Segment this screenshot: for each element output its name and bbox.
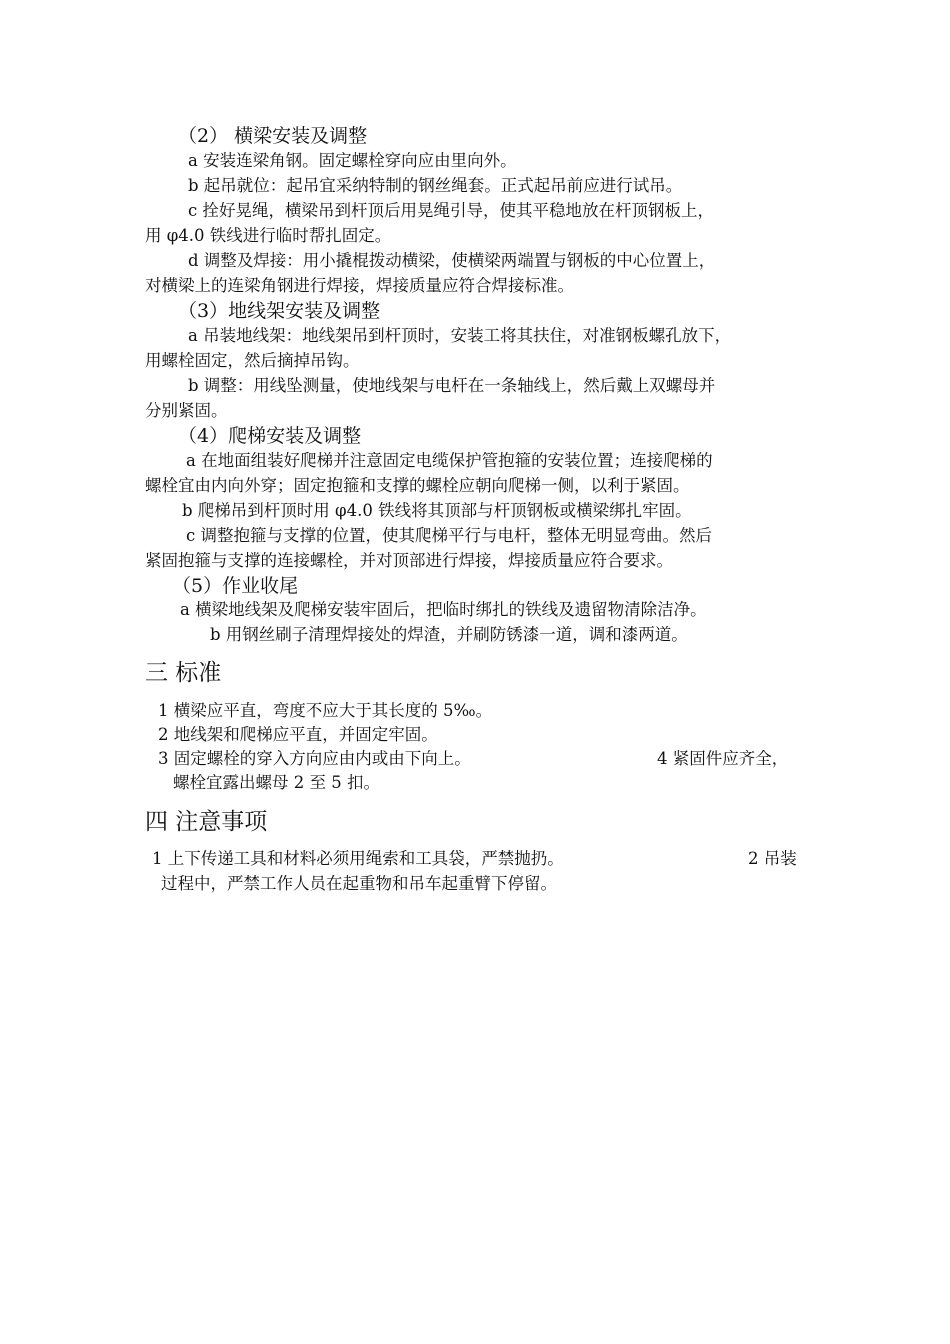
standards-item-1: 1 横梁应平直，弯度不应大于其长度的 5‰。 xyxy=(158,701,493,720)
section-4-heading: （4）爬梯安装及调整 xyxy=(178,425,362,447)
section-3-heading: （3）地线架安装及调整 xyxy=(178,300,381,322)
standards-item-2: 2 地线架和爬梯应平直，并固定牢固。 xyxy=(158,725,438,744)
notes-item-2-part2: 过程中，严禁工作人员在起重物和吊车起重臂下停留。 xyxy=(161,874,557,893)
section-5-item-b: b 用钢丝刷子清理焊接处的焊渣，并刷防锈漆一道，调和漆两道。 xyxy=(210,625,688,644)
section-3-item-b-line2: 分别紧固。 xyxy=(145,401,228,420)
section-3-item-b-line1: b 调整：用线坠测量，使地线架与电杆在一条轴线上，然后戴上双螺母并 xyxy=(188,376,716,395)
section-5-heading: （5）作业收尾 xyxy=(172,575,299,597)
standards-item-4-part2: 螺栓宜露出螺母 2 至 5 扣。 xyxy=(173,773,380,792)
notes-item-2-part1: 2 吊装 xyxy=(748,849,797,868)
notes-title: 四 注意事项 xyxy=(145,809,268,835)
standards-item-3: 3 固定螺栓的穿入方向应由内或由下向上。 xyxy=(158,749,471,768)
section-3-item-a-line1: a 吊装地线架：地线架吊到杆顶时，安装工将其扶住，对准钢板螺孔放下， xyxy=(188,326,732,345)
section-4-item-a-line2: 螺栓宜由内向外穿；固定抱箍和支撑的螺栓应朝向爬梯一侧，以利于紧固。 xyxy=(145,476,690,495)
section-4-item-b: b 爬梯吊到杆顶时用 φ4.0 铁线将其顶部与杆顶钢板或横梁绑扎牢固。 xyxy=(182,501,692,520)
section-4-item-a-line1: a 在地面组装好爬梯并注意固定电缆保护管抱箍的安装位置；连接爬梯的 xyxy=(186,451,713,470)
section-2-item-c-line2: 用 φ4.0 铁线进行临时帮扎固定。 xyxy=(145,226,392,245)
section-4-item-c-line2: 紧固抱箍与支撑的连接螺栓，并对顶部进行焊接，焊接质量应符合要求。 xyxy=(145,551,673,570)
standards-title: 三 标准 xyxy=(145,660,222,686)
section-5-item-a: a 横梁地线架及爬梯安装牢固后，把临时绑扎的铁线及遗留物清除洁净。 xyxy=(180,600,707,619)
section-2-item-d-line2: 对横梁上的连梁角钢进行焊接，焊接质量应符合焊接标准。 xyxy=(145,276,574,295)
section-2-item-d-line1: d 调整及焊接：用小撬棍拨动横梁，使横梁两端置与钢板的中心位置上， xyxy=(188,251,716,270)
section-2-item-a: a 安装连梁角钢。固定螺栓穿向应由里向外。 xyxy=(188,151,517,170)
notes-item-1: 1 上下传递工具和材料必须用绳索和工具袋，严禁抛扔。 xyxy=(152,849,564,868)
section-2-heading: （2） 横梁安装及调整 xyxy=(178,125,368,147)
section-4-item-c-line1: c 调整抱箍与支撑的位置，使其爬梯平行与电杆，整体无明显弯曲。然后 xyxy=(186,526,712,545)
section-2-item-c-line1: c 拴好晃绳，横梁吊到杆顶后用晃绳引导，使其平稳地放在杆顶钢板上， xyxy=(188,201,714,220)
section-3-item-a-line2: 用螺栓固定，然后摘掉吊钩。 xyxy=(145,351,360,370)
standards-item-4-part1: 4 紧固件应齐全， xyxy=(657,749,789,768)
section-2-item-b: b 起吊就位：起吊宜采纳特制的钢丝绳套。正式起吊前应进行试吊。 xyxy=(188,176,683,195)
